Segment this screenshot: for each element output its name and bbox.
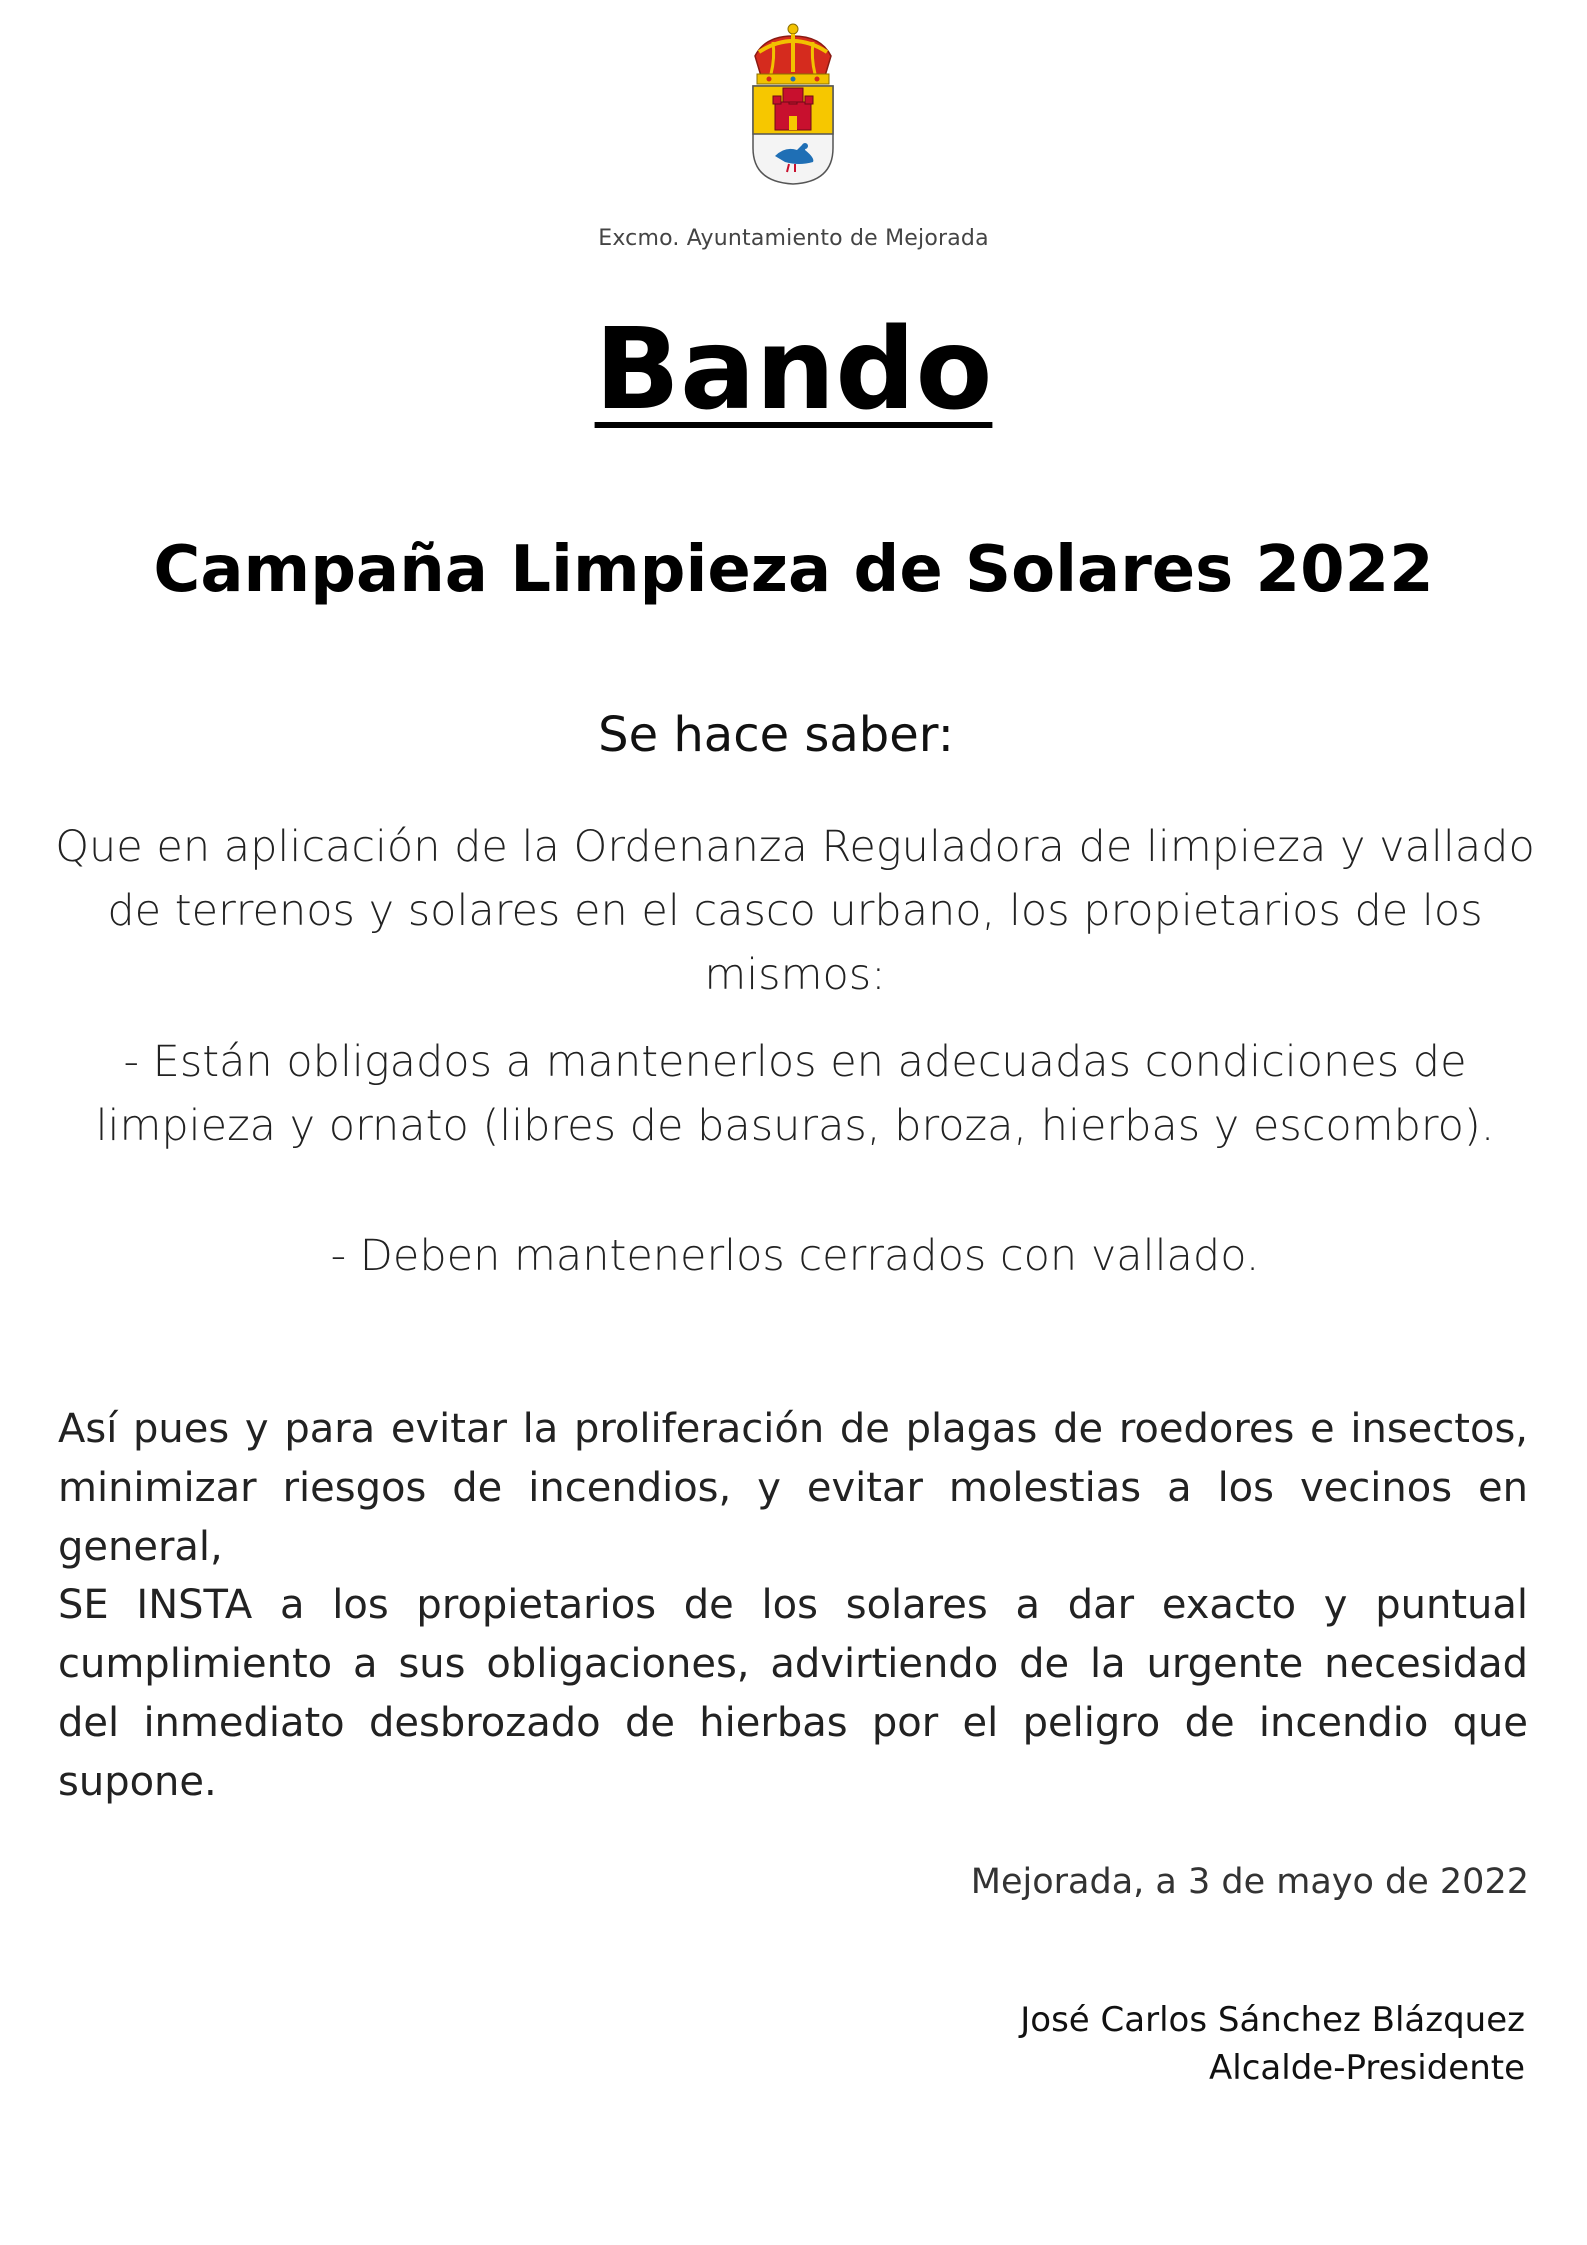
- body-paragraph: SE INSTA a los propietarios de los solares a dar exacto y puntual cumplimiento a sus obligaciones, advirtiendo de la urgente necesidad del inmediato desbrozado de hierbas por el peligro de incendio que supone.: [58, 1582, 1528, 1805]
- document-title: [0, 300, 1587, 440]
- organization-name: Excmo. Ayuntamiento de Mejorada: [598, 226, 989, 251]
- intro-paragraph: Que en aplicación de la Ordenanza Reguladora de limpieza y vallado de terrenos y solares en el casco urbano, los propietarios de los mismos:: [55, 822, 1535, 1000]
- obligation-item: - Están obligados a mantenerlos en adecuadas condiciones de limpieza y ornato (libres de basuras, broza, hierbas y escombro).: [95, 1037, 1495, 1151]
- document-title-text: Bando: [594, 305, 993, 435]
- document-subtitle: Campaña Limpieza de Solares 2022: [153, 533, 1434, 607]
- document-date: Mejorada, a 3 de mayo de 2022: [970, 1862, 1529, 1902]
- signatory-name: José Carlos Sánchez Blázquez: [1020, 2000, 1525, 2040]
- lead-text: Se hace saber:: [598, 707, 954, 763]
- signatory-title: Alcalde-Presidente: [1209, 2048, 1525, 2088]
- crown-icon: [755, 24, 831, 84]
- signature-block: [1020, 1996, 1525, 2092]
- municipal-coat-of-arms-icon: [745, 22, 841, 186]
- body-paragraph: Así pues y para evitar la proliferación de plagas de roedores e insectos, minimizar riesgos de incendios, y evitar molestias a los vecinos en general,: [58, 1406, 1528, 1570]
- obligation-item: - Deben mantenerlos cerrados con vallado.: [330, 1231, 1260, 1281]
